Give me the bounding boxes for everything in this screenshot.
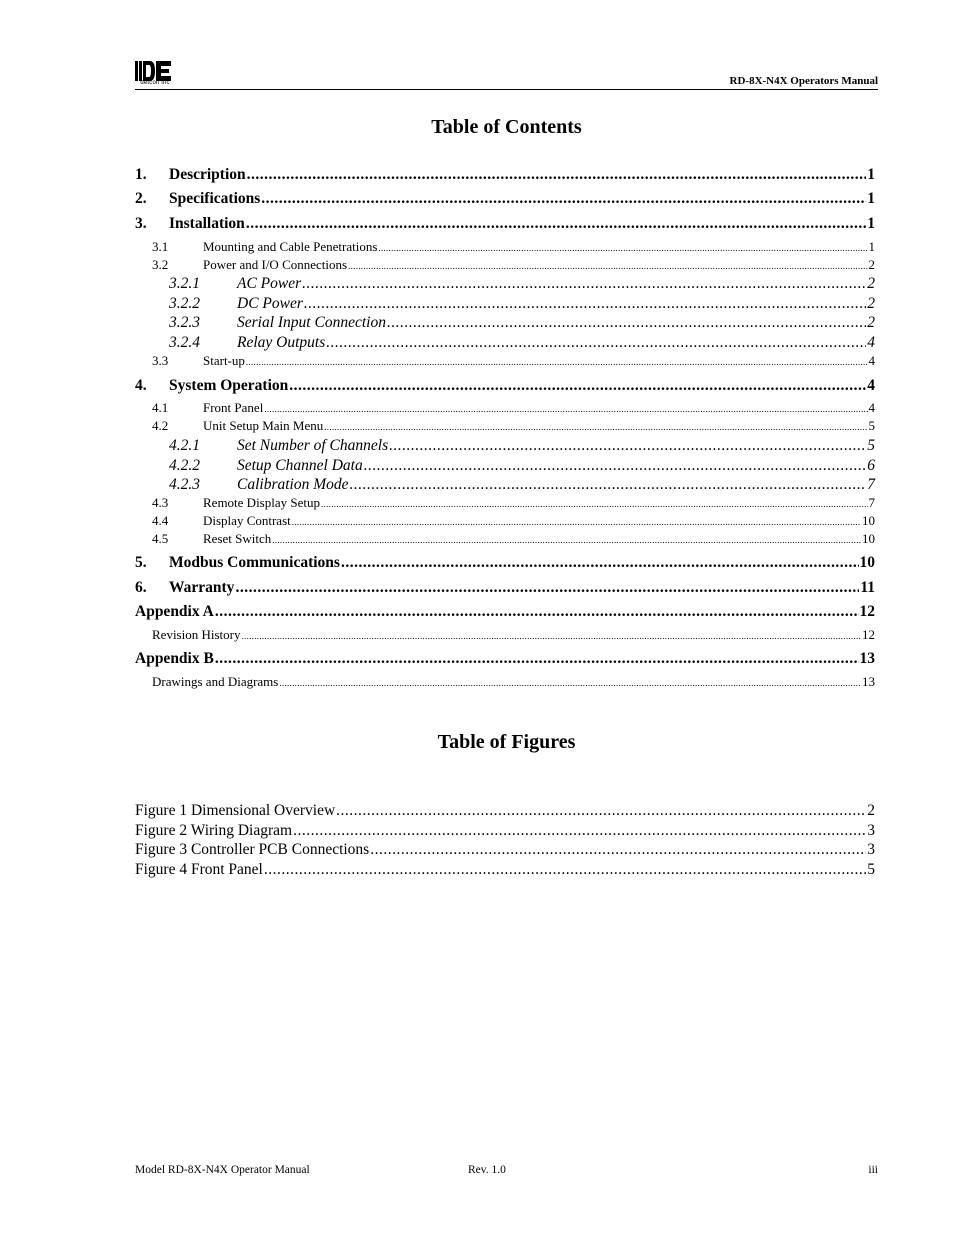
logo-text: detcon inc — [140, 80, 170, 86]
toc-entry-title: Modbus Communications — [169, 554, 340, 571]
toc-entry[interactable] — [135, 377, 875, 395]
toc-entry[interactable] — [135, 314, 875, 332]
toc-entry-number: 4.5 — [152, 531, 169, 546]
figure-entry-title: Figure 4 Front Panel — [135, 861, 263, 878]
toc-entry-number: 3.1 — [152, 239, 169, 254]
toc-entry-number: 3.3 — [152, 353, 169, 368]
toc-entry[interactable] — [135, 166, 875, 184]
toc-entry[interactable] — [135, 579, 875, 597]
toc-entry[interactable] — [135, 603, 875, 621]
toc-entry-page: 10 — [862, 531, 875, 546]
dot-leader — [341, 554, 859, 572]
toc-entry-page: 1 — [867, 215, 875, 232]
dot-leader — [261, 190, 866, 208]
dot-leader — [292, 513, 861, 529]
page-header — [135, 56, 878, 90]
toc-entry-title: Unit Setup Main Menu — [203, 418, 324, 433]
toc-entry-number: 3.2.2 — [169, 295, 200, 312]
toc-entry[interactable] — [135, 627, 875, 643]
toc-entry[interactable] — [135, 353, 875, 369]
toc-entry-page: 4 — [867, 334, 875, 351]
toc-entry-page: 10 — [859, 554, 875, 571]
figure-entry-page: 2 — [867, 802, 875, 819]
toc-entry-number: 4.2 — [152, 418, 169, 433]
footer-center: Rev. 1.0 — [468, 1164, 506, 1176]
toc-entry-title: DC Power — [237, 295, 303, 312]
toc-entry[interactable] — [135, 400, 875, 416]
dot-leader — [304, 295, 866, 313]
toc-entry-title: Display Contrast — [203, 513, 291, 528]
toc-entry-page: 5 — [867, 437, 875, 454]
toc-entry-title: Relay Outputs — [237, 334, 326, 351]
toc-entry-page: 5 — [868, 418, 875, 433]
figure-entry-page: 3 — [867, 822, 875, 839]
dot-leader — [336, 802, 866, 820]
toc-entry-title: Appendix A — [135, 603, 214, 620]
toc-entry-title: Mounting and Cable Penetrations — [203, 239, 378, 254]
toc-entry-page: 4 — [868, 400, 875, 415]
toc-entry-page: 13 — [859, 650, 875, 667]
dot-leader — [324, 418, 867, 434]
figure-entry-title: Figure 1 Dimensional Overview — [135, 802, 336, 819]
dot-leader — [293, 822, 866, 840]
toc-entry-title: Warranty — [169, 579, 235, 596]
toc-entry[interactable] — [135, 334, 875, 352]
toc-entry-page: 2 — [867, 295, 875, 312]
toc-entry-number: 4.2.2 — [169, 457, 200, 474]
toc-entry-page: 1 — [868, 239, 875, 254]
toc-entry-page: 4 — [868, 353, 875, 368]
toc-entry-number: 4.2.1 — [169, 437, 200, 454]
toc-entry[interactable] — [135, 257, 875, 273]
dot-leader — [235, 579, 859, 597]
toc-entry-page: 11 — [860, 579, 875, 596]
toc-entry-number: 6. — [135, 579, 147, 596]
figure-entry-page: 5 — [867, 861, 875, 878]
footer-page-number: iii — [868, 1164, 878, 1176]
figure-entry-title: Figure 2 Wiring Diagram — [135, 822, 293, 839]
dot-leader — [272, 531, 861, 547]
toc-entry[interactable] — [135, 295, 875, 313]
toc-entry-page: 13 — [862, 674, 875, 689]
toc-entry[interactable] — [135, 513, 875, 529]
toc-entry[interactable] — [135, 650, 875, 668]
toc-entry-title: AC Power — [237, 275, 302, 292]
toc-entry[interactable] — [135, 190, 875, 208]
toc-entry-title: Installation — [169, 215, 245, 232]
figure-entry[interactable] — [135, 802, 875, 820]
toc-heading: Table of Contents — [431, 116, 582, 138]
toc-entry-title: Drawings and Diagrams — [152, 674, 279, 689]
toc-entry-number: 3.2 — [152, 257, 169, 272]
dot-leader — [246, 215, 866, 233]
toc-entry-page: 2 — [867, 275, 875, 292]
toc-entry[interactable] — [135, 457, 875, 475]
dot-leader — [370, 841, 866, 859]
dot-leader — [279, 674, 861, 690]
toc-entry-title: Appendix B — [135, 650, 214, 667]
dot-leader — [350, 476, 867, 494]
toc-entry-page: 7 — [867, 476, 875, 493]
dot-leader — [246, 353, 868, 369]
toc-entry-page: 1 — [867, 190, 875, 207]
dot-leader — [264, 400, 867, 416]
toc-entry-page: 7 — [868, 495, 875, 510]
dot-leader — [348, 257, 867, 273]
toc-entry-number: 4.1 — [152, 400, 169, 415]
toc-entry[interactable] — [135, 495, 875, 511]
toc-entry-page: 10 — [862, 513, 875, 528]
dot-leader — [241, 627, 861, 643]
header-title: RD-8X-N4X Operators Manual — [729, 75, 878, 87]
toc-entry-number: 2. — [135, 190, 147, 207]
dot-leader — [215, 650, 859, 668]
toc-entry-number: 4.2.3 — [169, 476, 200, 493]
dot-leader — [326, 334, 866, 352]
dot-leader — [289, 377, 866, 395]
dot-leader — [364, 457, 867, 475]
toc-entry-title: Power and I/O Connections — [203, 257, 348, 272]
toc-entry-page: 1 — [867, 166, 875, 183]
toc-entry[interactable] — [135, 476, 875, 494]
dot-leader — [215, 603, 859, 621]
toc-entry[interactable] — [135, 437, 875, 455]
toc-entry-title: Remote Display Setup — [203, 495, 320, 510]
toc-entry-number: 4. — [135, 377, 147, 394]
toc-entry-page: 6 — [867, 457, 875, 474]
toc-entry-title: Start-up — [203, 353, 245, 368]
toc-entry-page: 4 — [867, 377, 875, 394]
figure-entry-page: 3 — [867, 841, 875, 858]
dot-leader — [389, 437, 866, 455]
toc-entry-number: 1. — [135, 166, 147, 183]
toc-entry-title: Reset Switch — [203, 531, 272, 546]
toc-entry[interactable] — [135, 531, 875, 547]
toc-entry-page: 12 — [862, 627, 875, 642]
toc-entry[interactable] — [135, 418, 875, 434]
figure-entry[interactable] — [135, 861, 875, 879]
toc-entry-title: Revision History — [152, 627, 241, 642]
toc-entry-title: Calibration Mode — [237, 476, 349, 493]
toc-entry-page: 2 — [868, 257, 875, 272]
footer-left: Model RD-8X-N4X Operator Manual — [135, 1164, 310, 1176]
toc-entry[interactable] — [135, 239, 875, 255]
toc-entry-number: 4.3 — [152, 495, 169, 510]
toc-entry[interactable] — [135, 674, 875, 690]
toc-entry-title: Front Panel — [203, 400, 264, 415]
toc-entry-number: 5. — [135, 554, 147, 571]
toc-entry-number: 3.2.4 — [169, 334, 200, 351]
toc-entry-title: System Operation — [169, 377, 289, 394]
toc-entry-title: Serial Input Connection — [237, 314, 386, 331]
toc-entry-page: 12 — [859, 603, 875, 620]
toc-entry-number: 3.2.1 — [169, 275, 200, 292]
toc-entry-title: Specifications — [169, 190, 261, 207]
dot-leader — [387, 314, 866, 332]
dot-leader — [302, 275, 866, 293]
dot-leader — [247, 166, 867, 184]
toc-entry-number: 3.2.3 — [169, 314, 200, 331]
toc-entry-number: 4.4 — [152, 513, 169, 528]
dot-leader — [321, 495, 868, 511]
figure-entry[interactable] — [135, 822, 875, 840]
toc-entry-title: Description — [169, 166, 246, 183]
toc-entry-page: 2 — [867, 314, 875, 331]
figure-entry-title: Figure 3 Controller PCB Connections — [135, 841, 370, 858]
tof-heading: Table of Figures — [437, 731, 576, 753]
figure-entry[interactable] — [135, 841, 875, 859]
toc-entry-title: Set Number of Channels — [237, 437, 389, 454]
toc-entry[interactable] — [135, 554, 875, 572]
dot-leader — [264, 861, 866, 879]
toc-entry[interactable] — [135, 215, 875, 233]
toc-entry-number: 3. — [135, 215, 147, 232]
toc-entry-title: Setup Channel Data — [237, 457, 363, 474]
dot-leader — [378, 239, 867, 255]
toc-entry[interactable] — [135, 275, 875, 293]
